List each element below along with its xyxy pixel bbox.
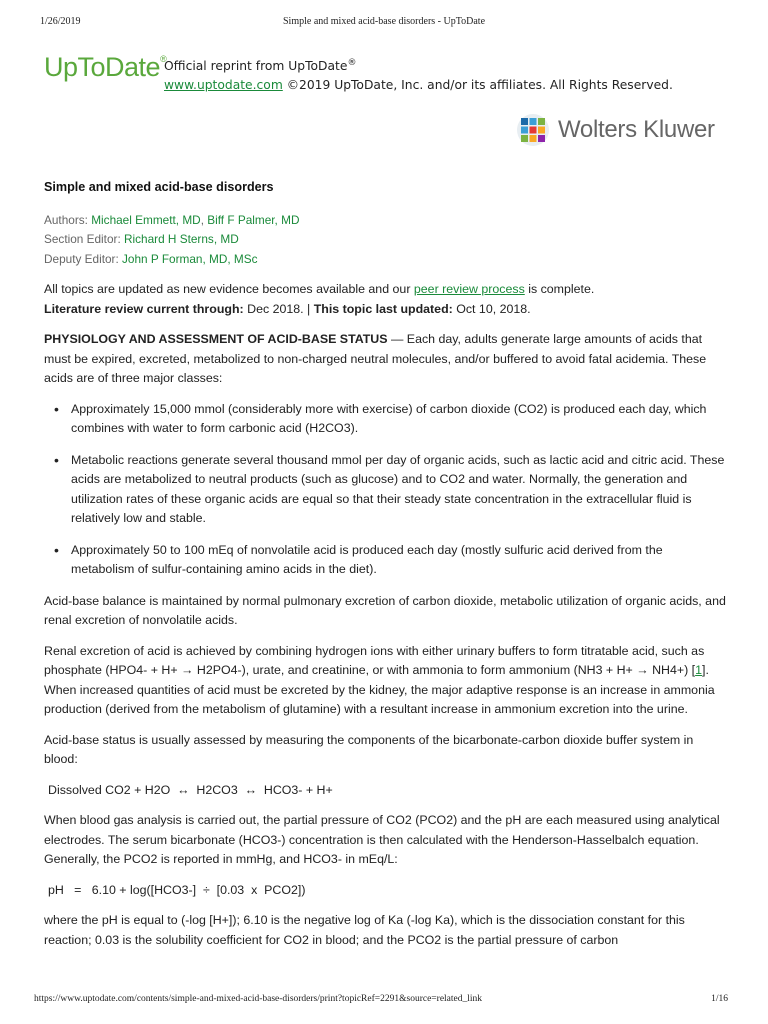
uptodate-logo: UpToDate® <box>44 52 167 82</box>
article-credits <box>44 211 728 270</box>
print-title: Simple and mixed acid-base disorders - UpToDate <box>282 16 486 27</box>
list-item: • Approximately 50 to 100 mEq of nonvolatile acid is produced each day (mostly sulfuric acid derived from the metabolism of sulfur-containing amino acids in the diet). <box>71 541 728 580</box>
print-url: https://www.uptodate.com/contents/simple-and-mixed-acid-base-disorders/print?topicRef=2291&source=related_link <box>34 994 483 1004</box>
equation-buffer: Dissolved CO2 + H2O ↔ H2CO3 ↔ HCO3- + H+ <box>48 782 333 797</box>
authors-line: Authors: Michael Emmett, MD, Biff F Palmer, MD <box>44 212 300 227</box>
copyright-text: ©2019 UpToDate, Inc. and/or its affiliates. All Rights Reserved. <box>282 78 673 93</box>
update-notice: All topics are updated as new evidence becomes available and our peer review process is complete. Literature review current through: Dec 2018. | This topic last updated: Oct 10, 2018. <box>44 282 595 316</box>
brand-header <box>44 52 724 98</box>
section-editor-line: Section Editor: Richard H Sterns, MD <box>44 232 239 246</box>
wolters-kluwer-name: Wolters Kluwer <box>558 116 715 143</box>
wolters-kluwer-logo-icon <box>516 113 550 147</box>
lit-review-label: Literature review current through: <box>44 301 244 316</box>
section-intro: PHYSIOLOGY AND ASSESSMENT OF ACID-BASE STATUS — Each day, adults generate large amounts of acids that must be expired, excreted, metabolized to non-charged neutral molecules, and/or buffered to avoid fatal acidemia. These acids are of three major classes: <box>44 332 707 385</box>
last-updated-label: This topic last updated: <box>313 301 453 316</box>
site-link[interactable]: www.uptodate.com <box>164 78 283 93</box>
deputy-editor-link[interactable]: John P Forman, MD, MSc <box>122 251 258 266</box>
paragraph-blood-gas: When blood gas analysis is carried out, the partial pressure of CO2 (PCO2) and the pH are each measured using analytical electrodes. The serum bicarbonate (HCO3-) concentration is then calculated with the Henderson-Hasselbalch equation. Generally, the PCO2 is reported in mmHg, and HCO3- in mEq/L: <box>44 813 720 866</box>
reprint-line: Official reprint from UpToDate <box>164 59 348 74</box>
author-link[interactable]: Biff F Palmer, MD <box>207 212 300 227</box>
paragraph-status: Acid-base status is usually assessed by measuring the components of the bicarbonate-carbon dioxide buffer system in blood: <box>44 732 694 766</box>
peer-review-link[interactable]: peer review process <box>413 282 525 296</box>
paragraph-renal: Renal excretion of acid is achieved by combining hydrogen ions with either urinary buffers to form titratable acid, such as phosphate (HPO4- + H+ → H2PO4-), urate, and creatinine, or with ammonia to form ammonium (NH3 + H+ → NH4+) [1]. When increased quantities of acid must be excreted by the kidney, the major adaptive response is an increase in ammonia production (derived from the metabolism of glutamine) with a resultant increase in ammonium excretion into the urine. <box>44 643 715 716</box>
print-footer <box>34 994 728 1010</box>
article-title: Simple and mixed acid-base disorders <box>44 180 274 194</box>
list-item: • Metabolic reactions generate several thousand mmol per day of organic acids, such as lactic acid and citric acid. These acids are metabolized to neutral products (such as glucose) and to CO2 and water. Normally, the generation and utilization rates of these organic acids are equal so that their steady state concentration in the extracellular fluid is relatively low and stable. <box>71 451 728 529</box>
section-heading: PHYSIOLOGY AND ASSESSMENT OF ACID-BASE STATUS <box>44 332 388 346</box>
article <box>44 178 728 961</box>
paragraph-balance: Acid-base balance is maintained by normal pulmonary excretion of carbon dioxide, metabolic utilization of organic acids, and renal excretion of nonvolatile acids. <box>44 593 726 627</box>
paragraph-where: where the pH is equal to (-log [H+]); 6.10 is the negative log of Ka (-log Ka), which is the dissociation constant for this reaction; 0.03 is the solubility coefficient for CO2 in blood; and the PCO2 is the partial pressure of carbon <box>44 913 685 947</box>
reference-link[interactable]: 1 <box>695 663 703 677</box>
acid-class-list <box>44 400 728 580</box>
wolters-kluwer-brand <box>516 113 716 149</box>
section-editor-link[interactable]: Richard H Sterns, MD <box>124 232 239 246</box>
page-number: 1/16 <box>711 994 728 1004</box>
author-link[interactable]: Michael Emmett, MD <box>91 212 201 227</box>
print-header <box>40 16 728 32</box>
equation-henderson: pH = 6.10 + log([HCO3-] ÷ [0.03 x PCO2]) <box>48 882 306 897</box>
list-item: • Approximately 15,000 mmol (considerably more with exercise) of carbon dioxide (CO2) is produced each day, which combines with water to form carbonic acid (H2CO3). <box>71 400 728 439</box>
print-date: 1/26/2019 <box>40 16 81 27</box>
deputy-editor-line: Deputy Editor: John P Forman, MD, MSc <box>44 251 258 266</box>
reprint-notice: Official reprint from UpToDate® www.uptodate.com ©2019 UpToDate, Inc. and/or its affiliates. All Rights Reserved. <box>164 58 673 93</box>
